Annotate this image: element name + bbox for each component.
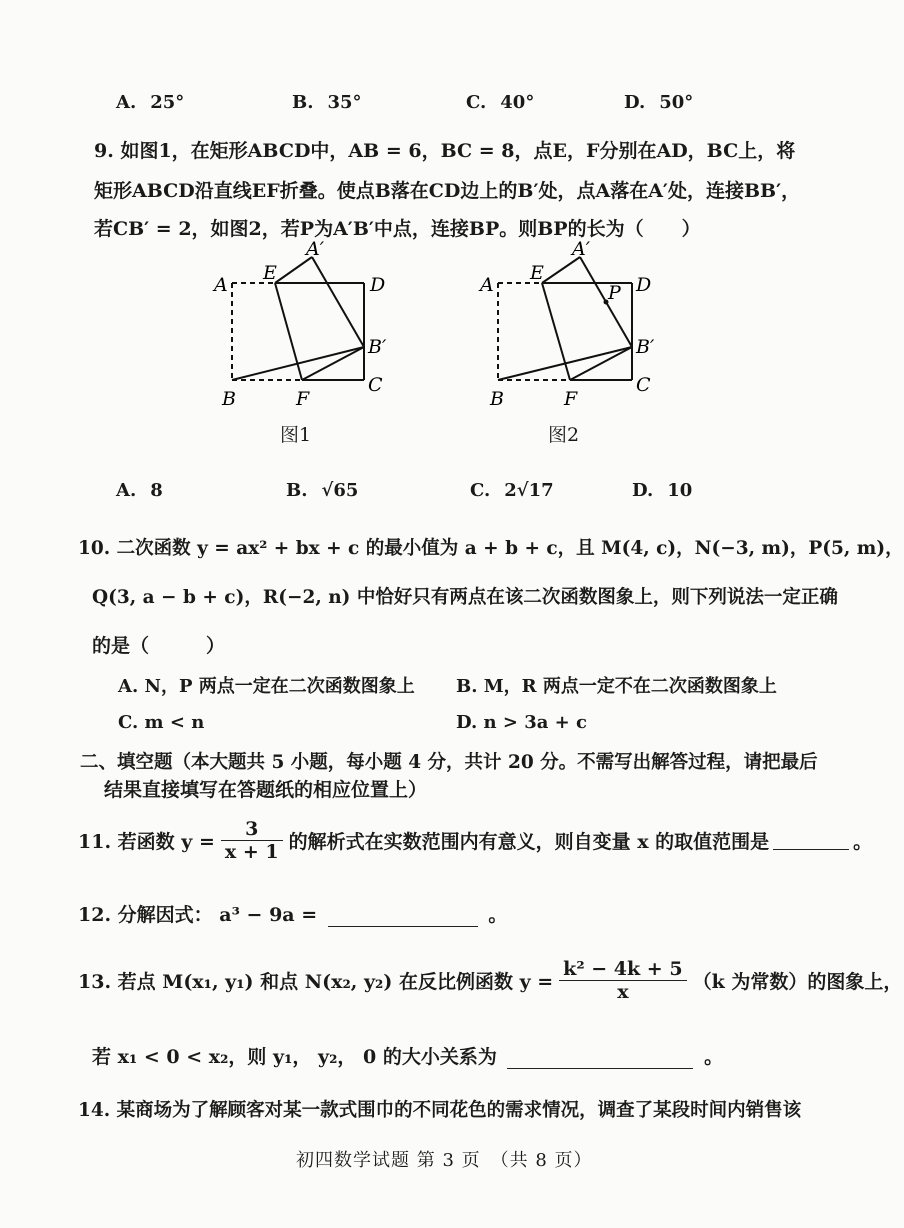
- q13-numerator: k² − 4k + 5: [559, 958, 686, 981]
- q13-answer-blank[interactable]: [507, 1050, 693, 1069]
- q13-denominator: x: [617, 981, 629, 1003]
- fig1-label-b-prime: B′: [368, 336, 387, 358]
- fig2-label-b-prime: B′: [636, 336, 655, 358]
- fig2-label-p: P: [608, 282, 621, 304]
- q10-line-2: Q(3, a − b + c)，R(−2, n) 中恰好只有两点在该二次函数图象上，则下列说法一定正确: [92, 587, 838, 608]
- fig1-label-b: B: [222, 388, 236, 410]
- q13-fraction: [559, 958, 686, 1003]
- fig2-label-c: C: [636, 374, 651, 396]
- fig1-label-a: A: [214, 274, 228, 296]
- q11: 11. 若函数 y = $\frac{3}{x + 1}$ 的解析式在实数范围内有意义，则自变量 x 的取值范围是 。: [78, 818, 873, 863]
- q12-answer-blank[interactable]: [328, 908, 478, 927]
- fig2-label-e: E: [530, 262, 544, 284]
- q9-option-b: B. √65: [286, 480, 359, 501]
- figure-2: [466, 235, 666, 415]
- q10-line-1: 10. 二次函数 y = ax² + bx + c 的最小值为 a + b + c，且 M(4, c)，N(−3, m)，P(5, m)，: [78, 538, 904, 559]
- q13-suffix: （k 为常数）的图象上，: [692, 971, 903, 993]
- page-footer: 初四数学试题 第 3 页 （共 8 页）: [296, 1150, 593, 1171]
- q13-prefix: 13. 若点 M(x₁, y₁) 和点 N(x₂, y₂) 在反比例函数 y =: [78, 971, 554, 993]
- fig1-label-c: C: [368, 374, 383, 396]
- q9-line-1: 9. 如图1，在矩形ABCD中，AB = 6，BC = 8，点E，F分别在AD，BC上，将: [94, 140, 796, 162]
- q10-line-3: 的是（ ）: [92, 635, 226, 657]
- q11-numerator: 3: [221, 818, 283, 841]
- q11-answer-blank[interactable]: [773, 831, 849, 850]
- q8-option-c: C. 40°: [466, 92, 535, 113]
- fig2-label-d: D: [636, 274, 652, 296]
- q12-prefix: 12. 分解因式： a³ − 9a =: [78, 904, 318, 926]
- q10-option-c: C. m < n: [118, 712, 205, 733]
- fig1-label-d: D: [370, 274, 386, 296]
- q11-prefix: 11. 若函数 y =: [78, 831, 215, 853]
- q11-denominator: x + 1: [224, 841, 279, 863]
- q9-option-a: A. 8: [116, 480, 163, 501]
- q10-option-a: A. N，P 两点一定在二次函数图象上: [118, 676, 415, 697]
- q12: 12. 分解因式： a³ − 9a = 。: [78, 904, 508, 926]
- q13-line-1: [78, 958, 902, 1003]
- fig1-label-f: F: [296, 388, 310, 410]
- q9-line-2: 矩形ABCD沿直线EF折叠。使点B落在CD边上的B′处，点A落在A′处，连接BB′，: [94, 180, 801, 202]
- section-2-heading-line-1: 二、填空题（本大题共 5 小题，每小题 4 分，共计 20 分。不需写出解答过程，请把最后: [80, 752, 818, 773]
- section-2-heading-line-2: 结果直接填写在答题纸的相应位置上）: [104, 779, 428, 801]
- q11-fraction: [221, 818, 283, 863]
- fig2-label-a-prime: A′: [572, 238, 591, 260]
- q10-option-b: B. M，R 两点一定不在二次函数图象上: [456, 676, 777, 697]
- q8-option-a: A. 25°: [116, 92, 185, 113]
- q9-option-d: D. 10: [632, 480, 693, 501]
- q11-suffix: 的解析式在实数范围内有意义，则自变量 x 的取值范围是: [288, 831, 770, 853]
- fig1-label-a-prime: A′: [306, 238, 325, 260]
- q13-condition: 若 x₁ < 0 < x₂，则 y₁， y₂， 0 的大小关系为: [92, 1046, 497, 1068]
- q8-option-b: B. 35°: [292, 92, 362, 113]
- fig2-label-f: F: [564, 388, 578, 410]
- q13-line-2: 若 x₁ < 0 < x₂，则 y₁， y₂， 0 的大小关系为 。: [92, 1046, 724, 1068]
- figure-2-caption: 图2: [548, 424, 580, 446]
- q9-line-3: 若CB′ = 2，如图2，若P为A′B′中点，连接BP。则BP的长为（ ）: [94, 218, 701, 240]
- q10-option-d: D. n > 3a + c: [456, 712, 587, 733]
- fig1-label-e: E: [263, 262, 277, 284]
- q14-line-1: 14. 某商场为了解顾客对某一款式围巾的不同花色的需求情况，调查了某段时间内销售该: [78, 1100, 802, 1121]
- fig2-label-b: B: [490, 388, 504, 410]
- figure-1: [200, 235, 400, 415]
- q8-option-d: D. 50°: [624, 92, 694, 113]
- q9-option-c: C. 2√17: [470, 480, 554, 501]
- fig2-label-a: A: [480, 274, 494, 296]
- figure-1-caption: 图1: [280, 424, 312, 446]
